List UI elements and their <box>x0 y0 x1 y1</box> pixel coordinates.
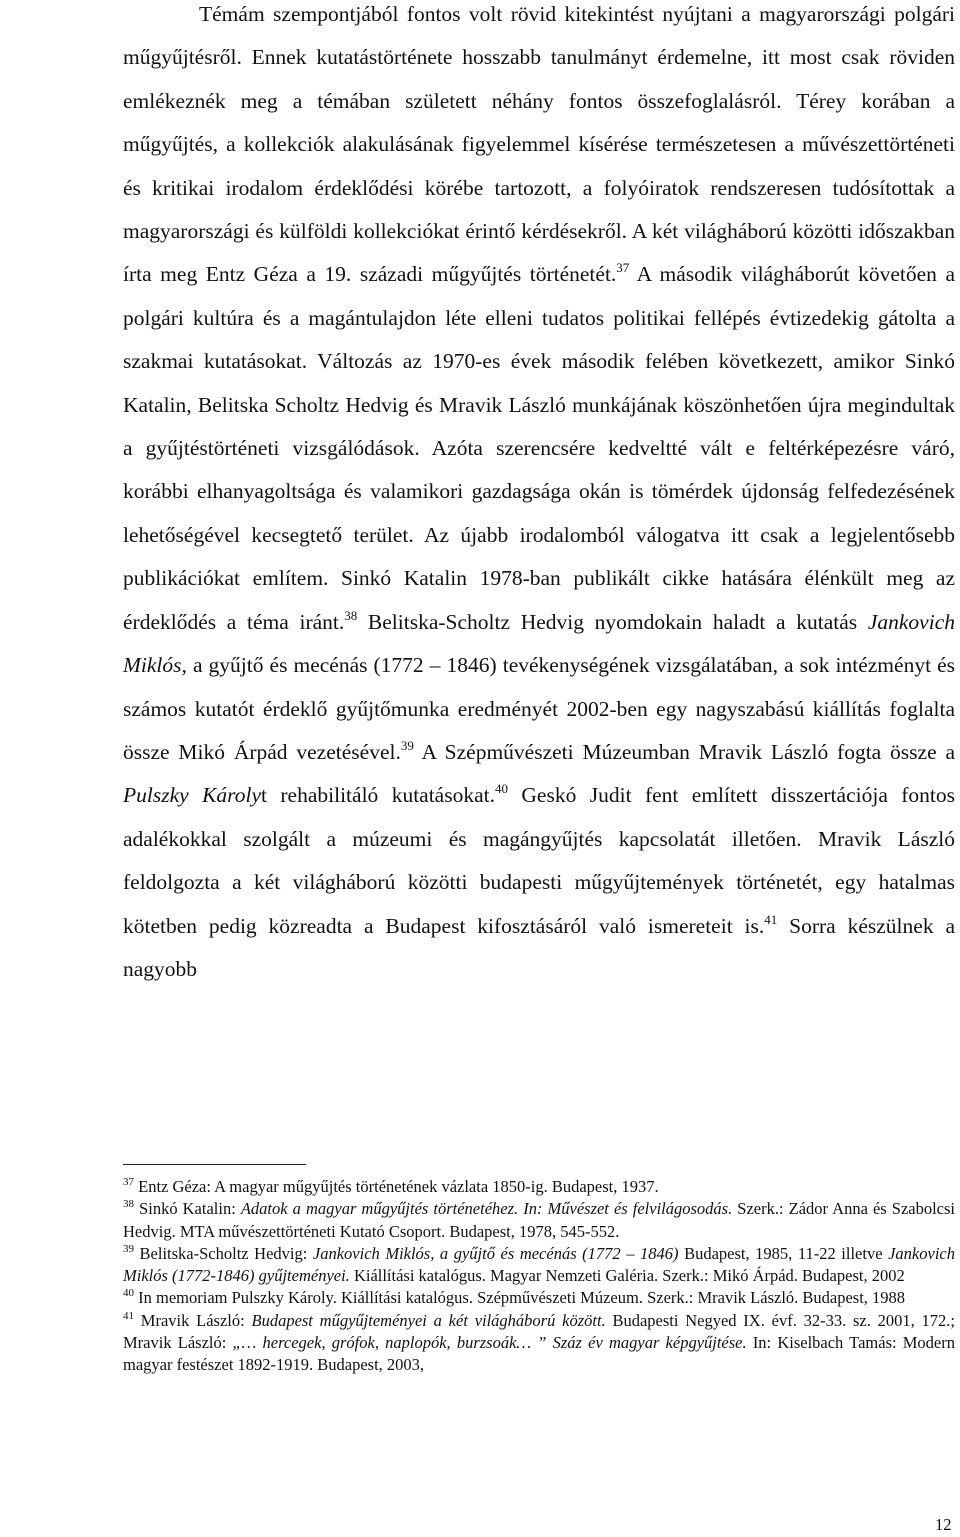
italic-name-pulszky: Pulszky Károly <box>123 783 262 808</box>
footnote-number: 37 <box>123 1176 134 1188</box>
footnote-41 <box>123 1310 955 1377</box>
footnote-italic-title: „… hercegek, grófok, naplopók, burzsoák… ” Száz év magyar képgyűjtése. <box>232 1333 747 1353</box>
body-text-segment: , a gyűjtő és mecénás (1772 – 1846) tevékenységének vizsgálatában, a sok intézményt és számos kutatót érdeklő gyűjtőmunka eredményét 2002-ben egy nagyszabású kiállítás foglalta össze Mikó Árpád vezetésével. <box>123 653 955 764</box>
footnote-italic-title: Jankovich Miklós (1772-1846) gyűjteményei. <box>123 1243 955 1286</box>
footnote-number: 40 <box>123 1287 134 1300</box>
footnote-37 <box>123 1176 955 1198</box>
italic-name-jankovich: Jankovich Miklós <box>123 609 955 678</box>
footnote-ref-38: 38 <box>344 607 358 623</box>
footnote-text: Szerk.: Zádor Anna és Szabolcsi Hedvig. MTA művészettörténeti Kutató Csoport. Budapest, 1978, 545-552. <box>123 1199 956 1241</box>
footnote-italic-title: Adatok a magyar műgyűjtés történetéhez. In: Művészet és felvilágosodás. <box>240 1199 733 1219</box>
footnote-text: Sinkó Katalin: <box>134 1199 241 1219</box>
page-number: 12 <box>935 1515 952 1534</box>
body-text-segment: A Szépművészeti Múzeumban Mravik László fogta össze a <box>413 739 955 764</box>
body-paragraph <box>123 0 955 991</box>
body-text-segment: Témám szempontjából fontos volt rövid kitekintést nyújtani a magyarországi polgári műgyűjtésről. Ennek kutatástörténete hosszabb tanulmányt érdemelne, itt most csak röviden emlékeznék meg a témában született néhány fontos összefoglalásról. Térey korában a műgyűjtés, a kollekciók alakulásának figyelemmel kísérése természetesen a művészettörténeti és kritikai irodalom érdeklődési körébe tartozott, a folyóiratok rendszeresen tudósítottak a magyarországi és külföldi kollekciókat érintő kérdésekről. A két világháború közötti időszakban írta meg Entz Géza a 19. századi műgyűjtés történetét. <box>123 2 955 287</box>
footnote-text: Budapesti Negyed IX. évf. 32-33. sz. 2001, 172.; Mravik László: <box>123 1310 956 1353</box>
body-text-segment: A második világháborút követően a polgári kultúra és a magántulajdon léte elleni tudatos politikai fellépés évtizedekig gátolta a szakmai kutatásokat. Változás az 1970-es évek második felében következett, amikor Sinkó Katalin, Belitska Scholtz Hedvig és Mravik László munkájának köszönhetően újra megindultak a gyűjtéstörténeti vizsgálódások. Azóta szerencsére kedveltté vált e feltérképezésre váró, korábbi elhanyagoltsága és valamikori gazdagsága okán is tömérdek újdonság felfedezésének lehetőségével kecsegtető terület. Az újabb irodalomból válogatva itt csak a legjelentősebb publikációkat említem. Sinkó Katalin 1978-ban publikált cikke hatására élénkült meg az érdeklődés a téma iránt. <box>123 262 955 634</box>
footnote-text: In: Kiselbach Tamás: Modern magyar festészet 1892-1919. Budapest, 2003, <box>123 1333 955 1375</box>
footnote-39 <box>123 1243 955 1288</box>
footnotes <box>123 1176 955 1377</box>
footnote-text: Entz Géza: A magyar műgyűjtés történetének vázlata 1850-ig. Budapest, 1937. <box>134 1177 659 1196</box>
footnote-text: Belitska-Scholtz Hedvig: <box>134 1243 313 1263</box>
body-text-segment: Belitska-Scholtz Hedvig nyomdokain haladt a kutatás <box>357 609 868 634</box>
footnote-text: In memoriam Pulszky Károly. Kiállítási katalógus. Szépművészeti Múzeum. Szerk.: Mravik László. Budapest, 1988 <box>134 1288 906 1308</box>
footnote-text: Budapest, 1985, 11-22 illetve <box>678 1243 889 1263</box>
footnote-number: 38 <box>123 1198 134 1211</box>
footnote-italic-title: Budapest műgyűjteményei a két világháború között. <box>251 1310 606 1330</box>
footnote-italic-title: Jankovich Miklós, a gyűjtő és mecénás (1772 – 1846) <box>312 1243 679 1263</box>
footnote-ref-41: 41 <box>764 911 778 927</box>
footnote-separator <box>123 1164 306 1165</box>
body-text-segment: t rehabilitáló kutatásokat. <box>261 783 495 808</box>
footnote-ref-39: 39 <box>400 737 414 753</box>
footnote-text: Mravik László: <box>134 1310 252 1330</box>
footnote-number: 41 <box>123 1309 134 1322</box>
footnote-ref-40: 40 <box>495 781 508 797</box>
footnote-38 <box>123 1198 955 1243</box>
footnote-number: 39 <box>123 1242 134 1255</box>
body-text-segment: Geskó Judit fent említett disszertációja fontos adalékokkal szolgált a múzeumi és magángyűjtés kapcsolatát illetően. Mravik László feldolgozta a két világháború közötti budapesti műgyűjtemények történetét, egy hatalmas kötetben pedig közreadta a Budapest kifosztásáról való ismereteit is. <box>123 783 956 938</box>
footnote-text: Kiállítási katalógus. Magyar Nemzeti Galéria. Szerk.: Mikó Árpád. Budapest, 2002 <box>349 1266 905 1286</box>
body-text-segment: Sorra készülnek a nagyobb <box>123 913 955 981</box>
footnote-ref-37: 37 <box>616 260 630 276</box>
footnote-40 <box>123 1287 955 1309</box>
